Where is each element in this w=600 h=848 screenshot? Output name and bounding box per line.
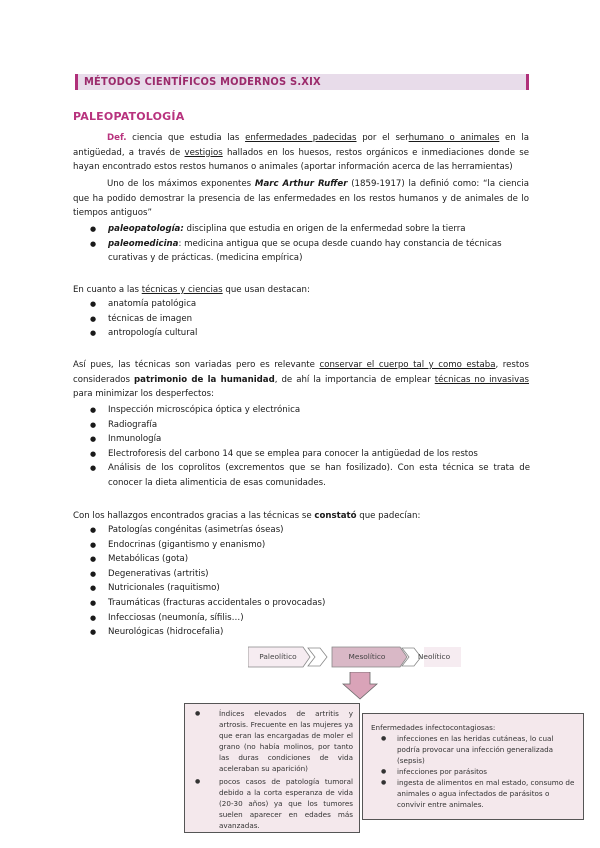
list-item: ● paleomedicina: medicina antigua que se ocupa desde cuando hay constancia de técnicas curativas y de prácticas. (medicina empírica) bbox=[90, 237, 530, 266]
list-item: ● anatomía patológica bbox=[90, 297, 530, 312]
ruffer-paragraph bbox=[73, 177, 529, 221]
list-item: ● Endocrinas (gigantismo y enanismo) bbox=[90, 538, 530, 553]
conserve-list bbox=[90, 403, 530, 491]
list-item: ● Metabólicas (gota) bbox=[90, 552, 530, 567]
section-title: PALEOPATOLOGÍA bbox=[73, 110, 185, 123]
header-accent-right bbox=[526, 74, 529, 90]
infectious-diseases-box bbox=[362, 713, 584, 820]
list-item: ● ingesta de alimentos en mal estado, consumo de animales o agua infectados de parásitos o convivir entre animales. bbox=[381, 778, 575, 809]
findings-list bbox=[90, 523, 530, 640]
list-item: ● Análisis de los coprolitos (excrementos que se han fosilizado). Con esta técnica se trata de conocer la dieta alimenticia de esas comunidades. bbox=[90, 461, 530, 490]
list-item: ● Inspección microscópica óptica y electrónica bbox=[90, 403, 530, 418]
def-underline: enfermedades padecidas bbox=[245, 133, 357, 143]
def-text: ciencia que estudia las bbox=[132, 133, 240, 143]
list-item: ● Traumáticas (fracturas accidentales o provocadas) bbox=[90, 596, 530, 611]
ruffer-text: (1859-1917) la definió como: “la ciencia que ha podido demostrar la presencia de las enfermedades en los restos humanos y de animales de lo tiempos antiguos” bbox=[73, 179, 530, 219]
period-paleolitico: Paleolítico bbox=[259, 652, 297, 661]
findings-paragraph: Con los hallazgos encontrados gracias a las técnicas se constató que padecían: bbox=[73, 511, 421, 521]
down-arrow-icon bbox=[342, 672, 378, 700]
list-item: ● paleopatología: disciplina que estudia en origen de la enfermedad sobre la tierra bbox=[90, 222, 530, 237]
list-item: ● Radiografía bbox=[90, 418, 530, 433]
ruffer-text: Uno de los máximos exponentes bbox=[107, 179, 252, 189]
list-item: ● infecciones en las heridas cutáneas, lo cual podría provocar una infección generalizada (sepsis) bbox=[381, 734, 554, 765]
period-mesolitico: Mesolítico bbox=[348, 652, 386, 661]
list-item: ● Inmunología bbox=[90, 432, 530, 447]
list-item: ● Degenerativas (artritis) bbox=[90, 567, 530, 582]
def-label: Def. bbox=[107, 133, 127, 143]
list-item: ● antropología cultural bbox=[90, 326, 530, 341]
list-item: ● Patologías congénitas (asimetrías óseas) bbox=[90, 523, 530, 538]
header-accent bbox=[75, 74, 78, 90]
list-item: ● Neurológicas (hidrocefalia) bbox=[90, 625, 530, 640]
list-item: ● pocos casos de patología tumoral debido a la corta esperanza de vida (20-30 años) ya que los tumores suelen aparecer en edades más avanzadas. bbox=[195, 777, 353, 830]
list-item: ● Infecciosas (neumonía, sífilis…) bbox=[90, 611, 530, 626]
list-item: ● técnicas de imagen bbox=[90, 312, 530, 327]
terms-list bbox=[90, 222, 530, 266]
techniques-paragraph: En cuanto a las técnicas y ciencias que usan destacan: bbox=[73, 285, 310, 295]
def-underline: vestigios bbox=[184, 147, 223, 158]
period-neolitico: Neolítico bbox=[417, 652, 451, 661]
def-text: por el ser bbox=[362, 133, 409, 143]
list-item: ● Nutricionales (raquitismo) bbox=[90, 581, 530, 596]
def-text: hallados en los huesos, restos orgánicos e inmediaciones donde se hayan encontrado estos restos humanos o animales (aportar información acerca de las herramientas) bbox=[73, 147, 529, 173]
box-title: Enfermedades infectocontagiosas: bbox=[371, 723, 496, 732]
ruffer-name: Marc Arthur Ruffer bbox=[254, 179, 348, 189]
list-item: ● Electroforesis del carbono 14 que se emplea para conocer la antigüedad de los restos bbox=[90, 447, 530, 462]
list-item: ● infecciones por parásitos bbox=[381, 767, 488, 776]
list-item: ● Índices elevados de artritis y artrosis. Frecuente en las mujeres ya que eran las encargadas de moler el grano (no había molinos, por tanto las duras condiciones de vida aceleraban su aparición) bbox=[195, 709, 353, 773]
page-title: MÉTODOS CIENTÍFICOS MODERNOS S.XIX bbox=[84, 75, 321, 88]
definition-paragraph bbox=[73, 131, 529, 175]
def-text: en la antigüedad, a través de bbox=[73, 133, 530, 158]
def-underline: humano o animales bbox=[408, 133, 500, 143]
mesolithic-diseases-box bbox=[184, 703, 360, 833]
conserve-paragraph: Así pues, las técnicas son variadas pero es relevante conservar el cuerpo tal y como estaba, restos considerados patrimonio de la humanidad, de ahí la importancia de emplear técnicas no invasivas para minimizar los desperfectos: bbox=[73, 360, 530, 400]
techniques-list bbox=[90, 297, 530, 341]
